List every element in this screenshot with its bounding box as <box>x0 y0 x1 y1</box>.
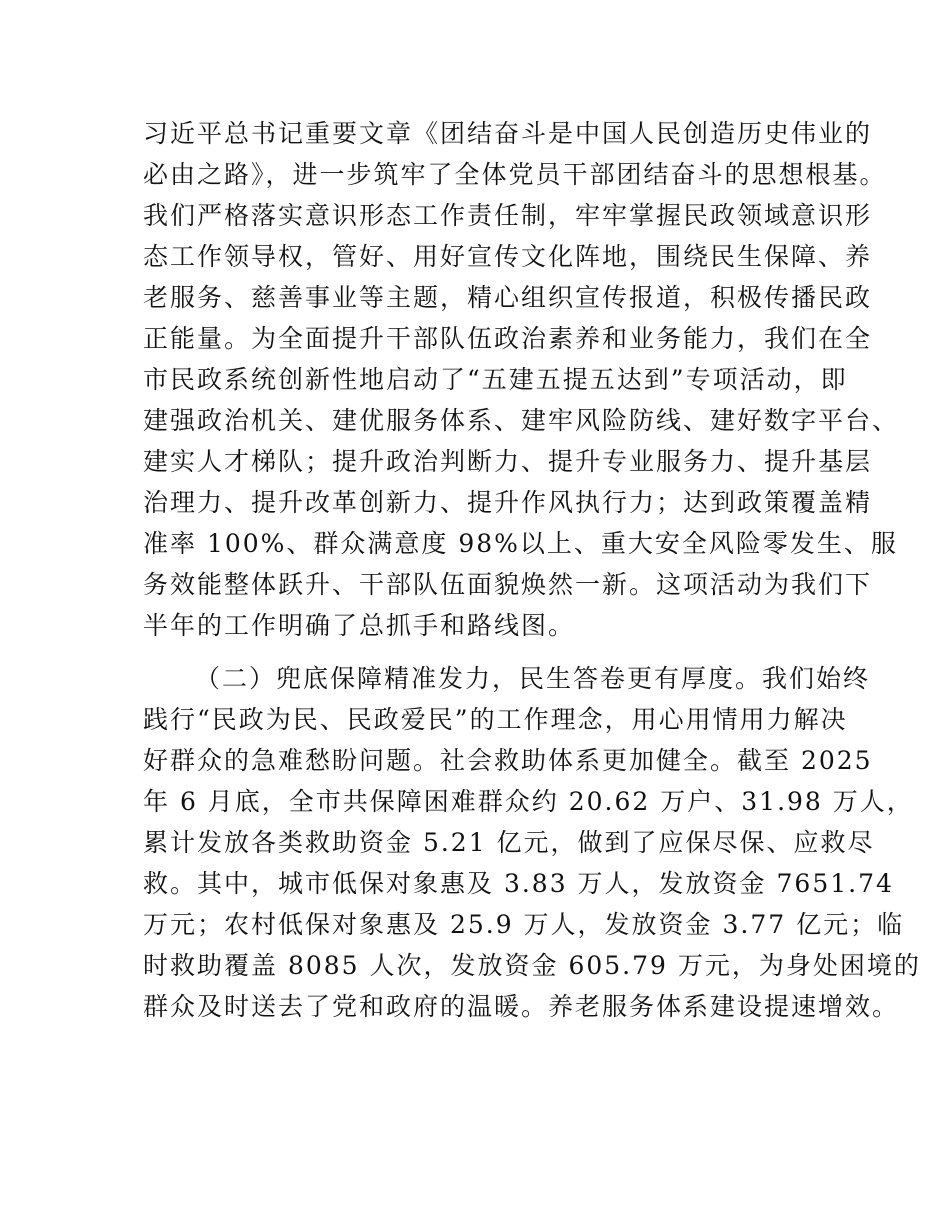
text-line: 救。其中，城市低保对象惠及 3.83 万人，发放资金 7651.74 <box>143 869 894 898</box>
text-line: 习近平总书记重要文章《团结奋斗是中国人民创造历史伟业的 <box>143 119 873 148</box>
paragraph-2 <box>143 658 921 1027</box>
text-line: 准率 100%、群众满意度 98%以上、重大安全风险零发生、服 <box>143 529 898 558</box>
text-line: 正能量。为全面提升干部队伍政治素养和业务能力，我们在全 <box>143 324 873 353</box>
text-line: 市民政系统创新性地启动了“五建五提五达到”专项活动，即 <box>143 365 848 394</box>
text-line: （二）兜底保障精准发力，民生答卷更有厚度。我们始终 <box>195 664 871 693</box>
text-line: 老服务、慈善事业等主题，精心组织宣传报道，积极传播民政 <box>143 283 873 312</box>
text-line: 务效能整体跃升、干部队伍面貌焕然一新。这项活动为我们下 <box>143 570 873 599</box>
text-line: 累计发放各类救助资金 5.21 亿元，做到了应保尽保、应救尽 <box>143 828 875 857</box>
text-line: 治理力、提升改革创新力、提升作风执行力；达到政策覆盖精 <box>143 488 873 517</box>
text-line: 万元；农村低保对象惠及 25.9 万人，发放资金 3.77 亿元；临 <box>143 910 905 939</box>
text-line: 好群众的急难愁盼问题。社会救助体系更加健全。截至 2025 <box>143 746 873 775</box>
text-line: 建实人才梯队；提升政治判断力、提升专业服务力、提升基层 <box>143 447 873 476</box>
text-line: 年 6 月底，全市共保障困难群众约 20.62 万户、31.98 万人， <box>143 787 914 816</box>
text-line: 态工作领导权，管好、用好宣传文化阵地，围绕民生保障、养 <box>143 242 873 271</box>
paragraph-1 <box>143 113 900 646</box>
text-line: 必由之路》，进一步筑牢了全体党员干部团结奋斗的思想根基。 <box>143 160 887 189</box>
text-line: 半年的工作明确了总抓手和路线图。 <box>143 611 576 640</box>
text-line: 践行“民政为民、民政爱民”的工作理念，用心用情用力解决 <box>143 705 848 734</box>
text-line: 我们严格落实意识形态工作责任制，牢牢掌握民政领域意识形 <box>143 201 873 230</box>
document-body <box>143 113 921 1027</box>
paragraph-spacing <box>143 646 833 658</box>
text-line: 建强政治机关、建优服务体系、建牢风险防线、建好数字平台、 <box>143 406 900 435</box>
text-line: 群众及时送去了党和政府的温暖。养老服务体系建设提速增效。 <box>143 992 900 1021</box>
text-line: 时救助覆盖 8085 人次，发放资金 605.79 万元，为身处困境的 <box>143 951 921 980</box>
